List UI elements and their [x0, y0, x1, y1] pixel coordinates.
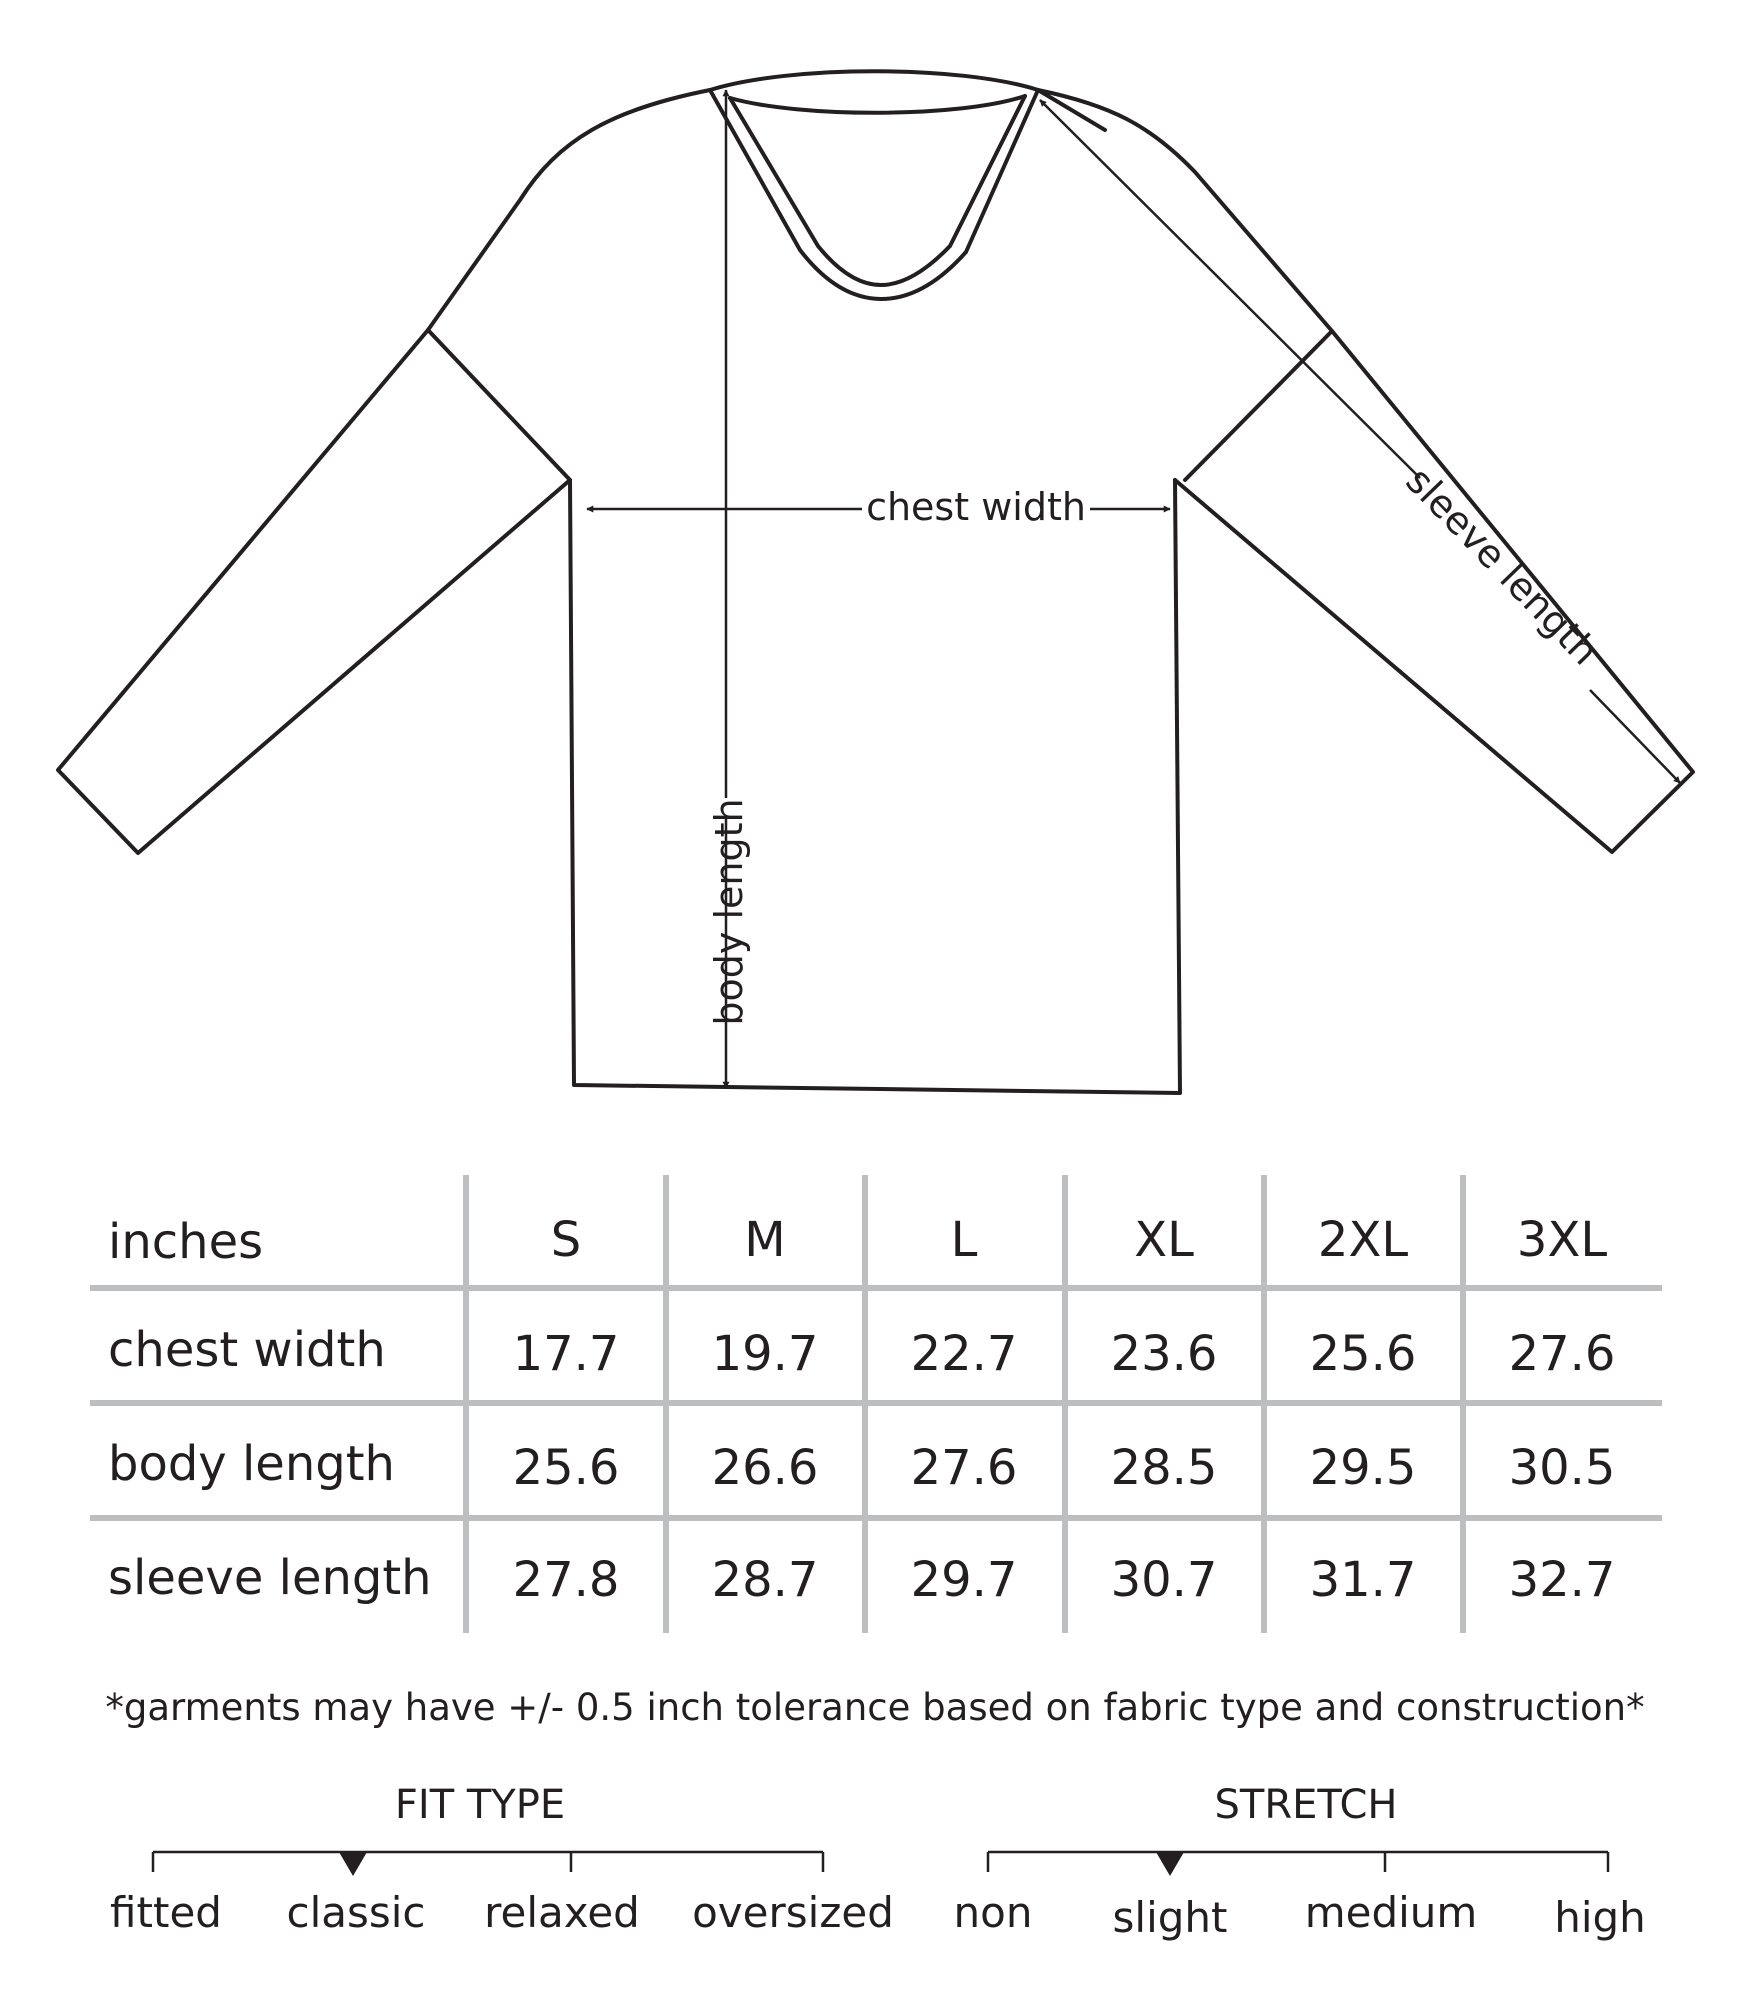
stretch-title: STRETCH	[1214, 1782, 1398, 1828]
fit-option-fitted: fitted	[110, 1888, 222, 1937]
size-table	[90, 1175, 1662, 1633]
table-cell: 29.7	[910, 1552, 1018, 1608]
table-cell: 26.6	[711, 1440, 819, 1496]
table-cell: 30.7	[1110, 1552, 1218, 1608]
body-length-label: body length	[707, 798, 751, 1026]
table-cell: 31.7	[1309, 1552, 1417, 1608]
table-cell: 27.8	[512, 1552, 620, 1608]
stretch-option-medium: medium	[1304, 1888, 1478, 1937]
table-cell: 30.5	[1508, 1440, 1616, 1496]
table-cell: 17.7	[512, 1326, 620, 1382]
table-row	[108, 1436, 1615, 1496]
table-cell: 28.7	[711, 1552, 819, 1608]
row-label: sleeve length	[108, 1550, 432, 1606]
size-header: 3XL	[1516, 1212, 1608, 1268]
size-header: 2XL	[1317, 1212, 1409, 1268]
fit-option-classic: classic	[286, 1888, 426, 1937]
table-row	[108, 1322, 1615, 1382]
fit-option-relaxed: relaxed	[484, 1888, 640, 1937]
size-header: S	[550, 1212, 582, 1268]
table-cell: 29.5	[1309, 1440, 1417, 1496]
table-header-row	[551, 1212, 1608, 1268]
fit-type-scale	[110, 1782, 894, 1937]
size-header: L	[950, 1212, 978, 1268]
table-cell: 19.7	[711, 1326, 819, 1382]
fit-selected-marker-icon	[339, 1852, 367, 1876]
table-unit-header: inches	[108, 1214, 264, 1270]
table-cell: 25.6	[512, 1440, 620, 1496]
stretch-option-non: non	[953, 1888, 1033, 1937]
stretch-option-slight: slight	[1112, 1893, 1228, 1942]
table-cell: 27.6	[910, 1440, 1018, 1496]
chest-width-label: chest width	[866, 485, 1086, 529]
table-cell: 25.6	[1309, 1326, 1417, 1382]
stretch-scale	[954, 1782, 1646, 1942]
table-cell: 22.7	[910, 1326, 1018, 1382]
stretch-selected-marker-icon	[1156, 1852, 1184, 1876]
fit-option-oversized: oversized	[692, 1888, 894, 1937]
row-label: body length	[108, 1436, 395, 1492]
stretch-option-high: high	[1554, 1893, 1646, 1942]
size-header: M	[744, 1212, 786, 1268]
tolerance-note: *garments may have +/- 0.5 inch tolerance based on fabric type and construction*	[105, 1686, 1645, 1729]
fit-type-title: FIT TYPE	[394, 1782, 566, 1828]
table-cell: 27.6	[1508, 1326, 1616, 1382]
table-cell: 32.7	[1508, 1552, 1616, 1608]
table-cell: 23.6	[1110, 1326, 1218, 1382]
shirt-outline-icon	[58, 71, 1693, 1093]
size-header: XL	[1134, 1212, 1194, 1268]
table-cell: 28.5	[1110, 1440, 1218, 1496]
shirt-diagram	[58, 71, 1693, 1093]
sleeve-length-label: sleeve length	[1397, 458, 1608, 674]
row-label: chest width	[108, 1322, 386, 1378]
table-row	[108, 1550, 1615, 1608]
